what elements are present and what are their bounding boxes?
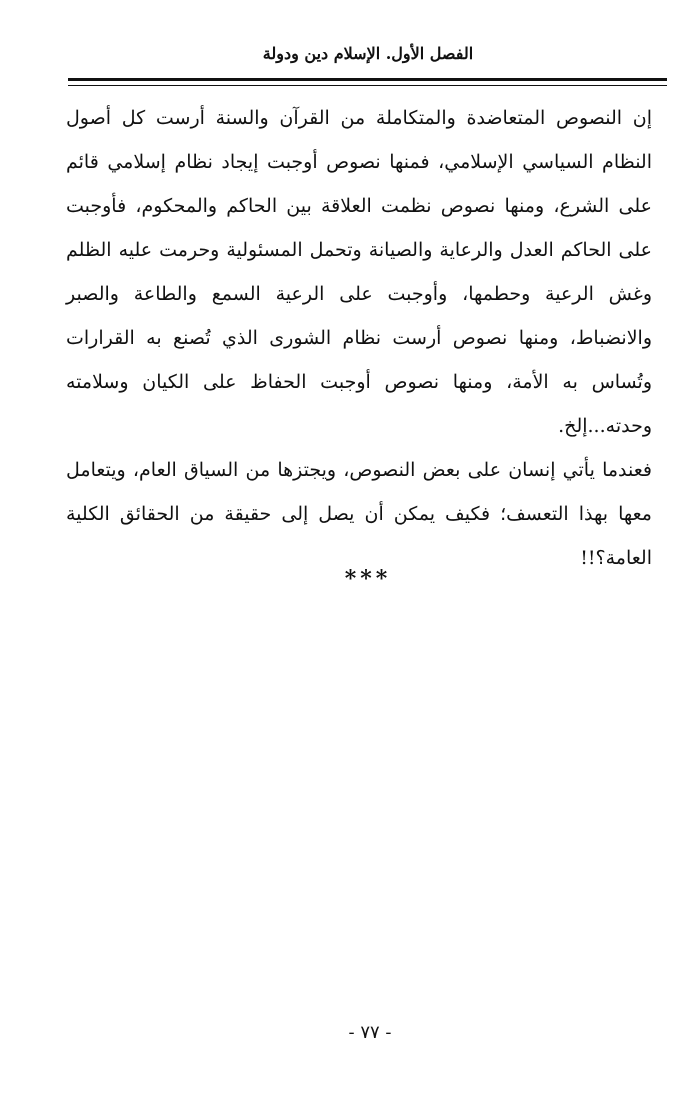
header-rule-thin bbox=[68, 85, 667, 86]
header-rule-thick bbox=[68, 78, 667, 81]
running-header: الفصل الأول. الإسلام دين ودولة bbox=[262, 44, 474, 63]
section-ornament: *** bbox=[344, 566, 392, 592]
body-text bbox=[66, 96, 652, 580]
paragraph-1: إن النصوص المتعاضدة والمتكاملة من القرآن والسنة أرست كل أصول النظام السياسي الإسلامي، فمنها نصوص أوجبت إيجاد نظام إسلامي قائم على الشرع، ومنها نصوص نظمت العلاقة بين الحاكم والمحكوم، فأوجبت على الحاكم العدل والرعاية والصيانة وتحمل المسئولية وحرمت عليه الظلم وغش الرعية وحطمها، وأوجبت على الرعية السمع والطاعة والصبر والانضباط، ومنها نصوص أرست نظام الشورى الذي تُصنع به القرارات وتُساس به الأمة، ومنها نصوص أوجبت الحفاظ على الكيان وسلامته وحدته...إلخ. bbox=[66, 107, 652, 437]
page-number: - ٧٧ - bbox=[348, 1022, 392, 1043]
paragraph-2: فعندما يأتي إنسان على بعض النصوص، ويجتزها من السياق العام، ويتعامل معها بهذا التعسف؛ فكيف يمكن أن يصل إلى حقيقة من الحقائق الكلية العامة؟!! bbox=[66, 459, 652, 569]
